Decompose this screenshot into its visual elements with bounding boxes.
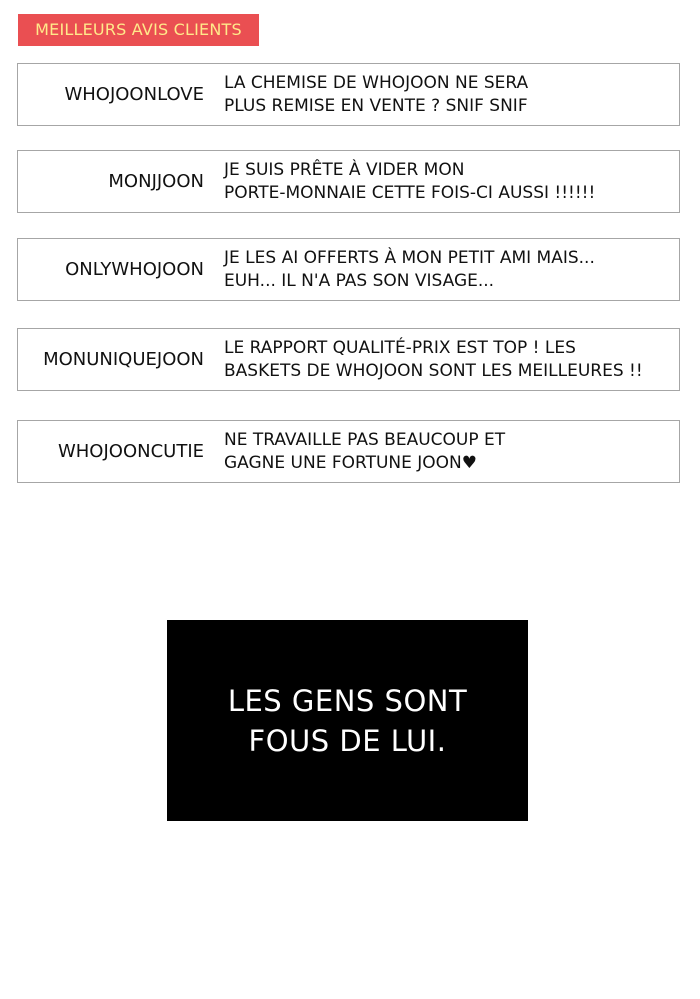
- review-text-line: NE TRAVAILLE PAS BEAUCOUP ET: [224, 429, 506, 450]
- review-text: [224, 329, 643, 390]
- review-text-line: BASKETS DE WHOJOON SONT LES MEILLEURES !!: [224, 360, 643, 381]
- review-text-line: LE RAPPORT QUALITÉ-PRIX EST TOP ! LES: [224, 337, 576, 358]
- caption-line: FOUS DE LUI.: [248, 723, 447, 758]
- review-text: [224, 239, 595, 300]
- review-text-line: PORTE-MONNAIE CETTE FOIS-CI AUSSI !!!!!!: [224, 182, 596, 203]
- review-text: [224, 64, 528, 125]
- review-card: [17, 420, 680, 483]
- review-text: [224, 151, 595, 212]
- review-card: [17, 238, 680, 301]
- caption-panel: [167, 620, 528, 821]
- review-text-line: JE SUIS PRÊTE À VIDER MON: [224, 159, 465, 180]
- review-username: MONJJOON: [108, 171, 204, 192]
- review-text: [224, 421, 505, 482]
- review-card: [17, 328, 680, 391]
- caption-line: LES GENS SONT: [227, 683, 468, 718]
- review-username: ONLYWHOJOON: [65, 259, 204, 280]
- review-text-line: LA CHEMISE DE WHOJOON NE SERA: [224, 72, 529, 93]
- review-username: WHOJOONLOVE: [64, 84, 204, 105]
- review-username: MONUNIQUEJOON: [43, 349, 204, 370]
- review-text-line: GAGNE UNE FORTUNE JOON♥: [224, 452, 477, 473]
- review-card: [17, 63, 680, 126]
- review-text-line: PLUS REMISE EN VENTE ? SNIF SNIF: [224, 95, 528, 116]
- review-text-line: JE LES AI OFFERTS À MON PETIT AMI MAIS...: [224, 247, 595, 268]
- section-title-badge: MEILLEURS AVIS CLIENTS: [18, 14, 259, 46]
- review-text-line: EUH... IL N'A PAS SON VISAGE...: [224, 270, 495, 291]
- review-list: [17, 0, 682, 500]
- review-username: WHOJOONCUTIE: [57, 441, 204, 462]
- review-card: [17, 150, 680, 213]
